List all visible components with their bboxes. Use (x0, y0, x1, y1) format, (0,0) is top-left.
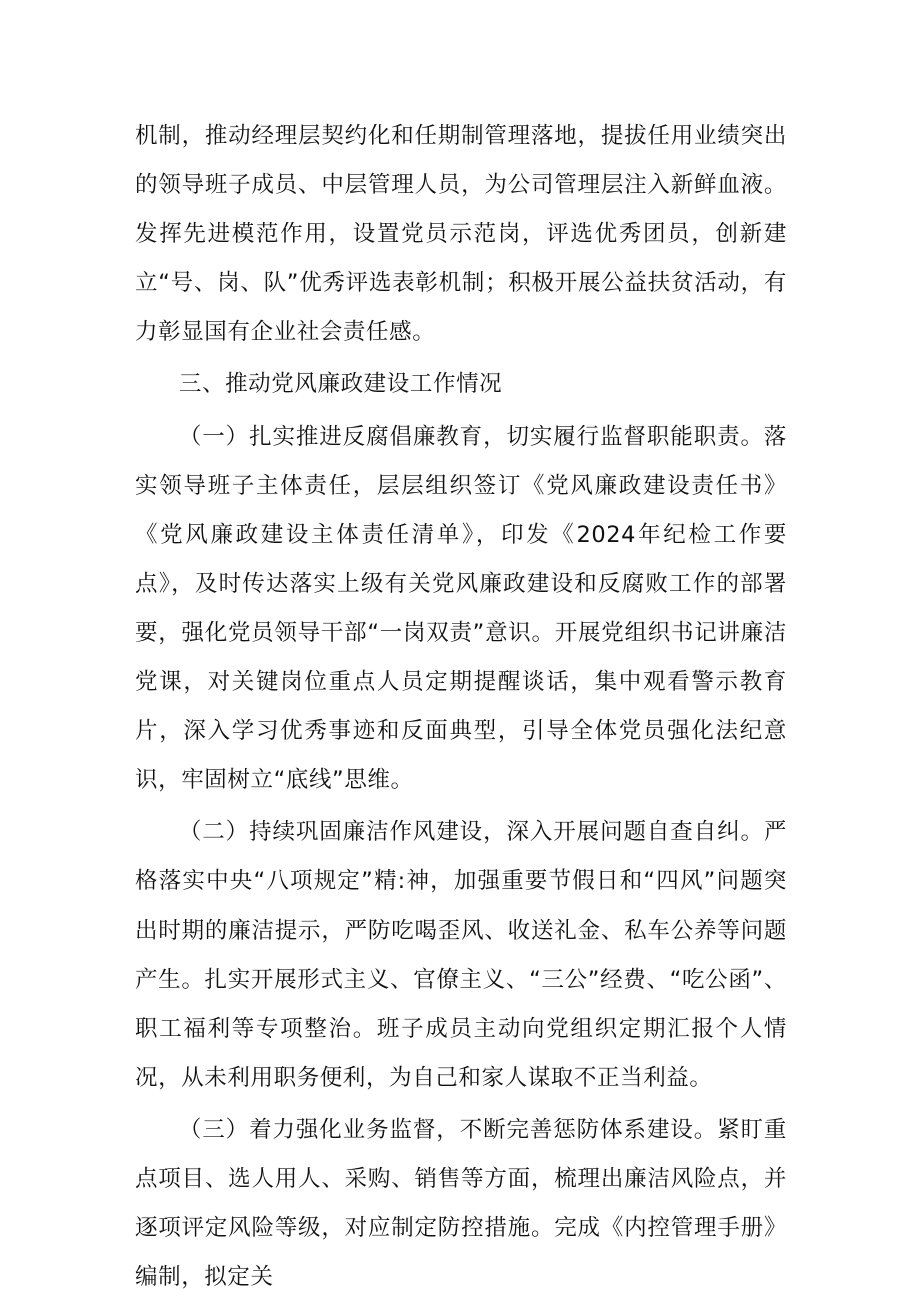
paragraph-continuation: 机制，推动经理层契约化和任期制管理落地，提拔任用业绩突出的领导班子成员、中层管理人员，为公司管理层注入新鲜血液。发挥先进模范作用，设置党员示范岗，评选优秀团员，创新建立“号、岗、队”优秀评选表彰机制；积极开展公益扶贫活动，有力彰显国有企业社会责任感。 (135, 123, 787, 346)
paragraph-item-3: （三）着力强化业务监督，不断完善惩防体系建设。紧盯重点项目、选人用人、采购、销售等方面，梳理出廉洁风险点，并逐项评定风险等级，对应制定防控措施。完成《内控管理手册》编制，拟定关 (135, 1116, 787, 1291)
document-body (135, 112, 787, 1302)
paragraph-item-1: （一）扎实推进反腐倡廉教育，切实履行监督职能职责。落实领导班子主体责任，层层组织签订《党风廉政建设责任书》《党风廉政建设主体责任清单》，印发《2024年纪检工作要点》，及时传达落实上级有关党风廉政建设和反腐败工作的部署要，强化党员领导干部“一岗双责”意识。开展党组织书记讲廉洁党课，对关键岗位重点人员定期提醒谈话，集中观看警示教育片，深入学习优秀事迹和反面典型，引导全体党员强化法纪意识，牢固树立“底线”思维。 (135, 423, 787, 794)
paragraph-item-2: （二）持续巩固廉洁作风建设，深入开展问题自查自纠。严格落实中央“八项规定”精:神，加强重要节假日和“四风”问题突出时期的廉洁提示，严防吃喝歪风、收送礼金、私车公养等问题产生。扎实开展形式主义、官僚主义、“三公”经费、“吃公函”、职工福利等专项整治。班子成员主动向党组织定期汇报个人情况，从未利用职务便利，为自己和家人谋取不正当利益。 (135, 819, 787, 1091)
section-heading: 三、推动党风廉政建设工作情况 (178, 371, 503, 398)
